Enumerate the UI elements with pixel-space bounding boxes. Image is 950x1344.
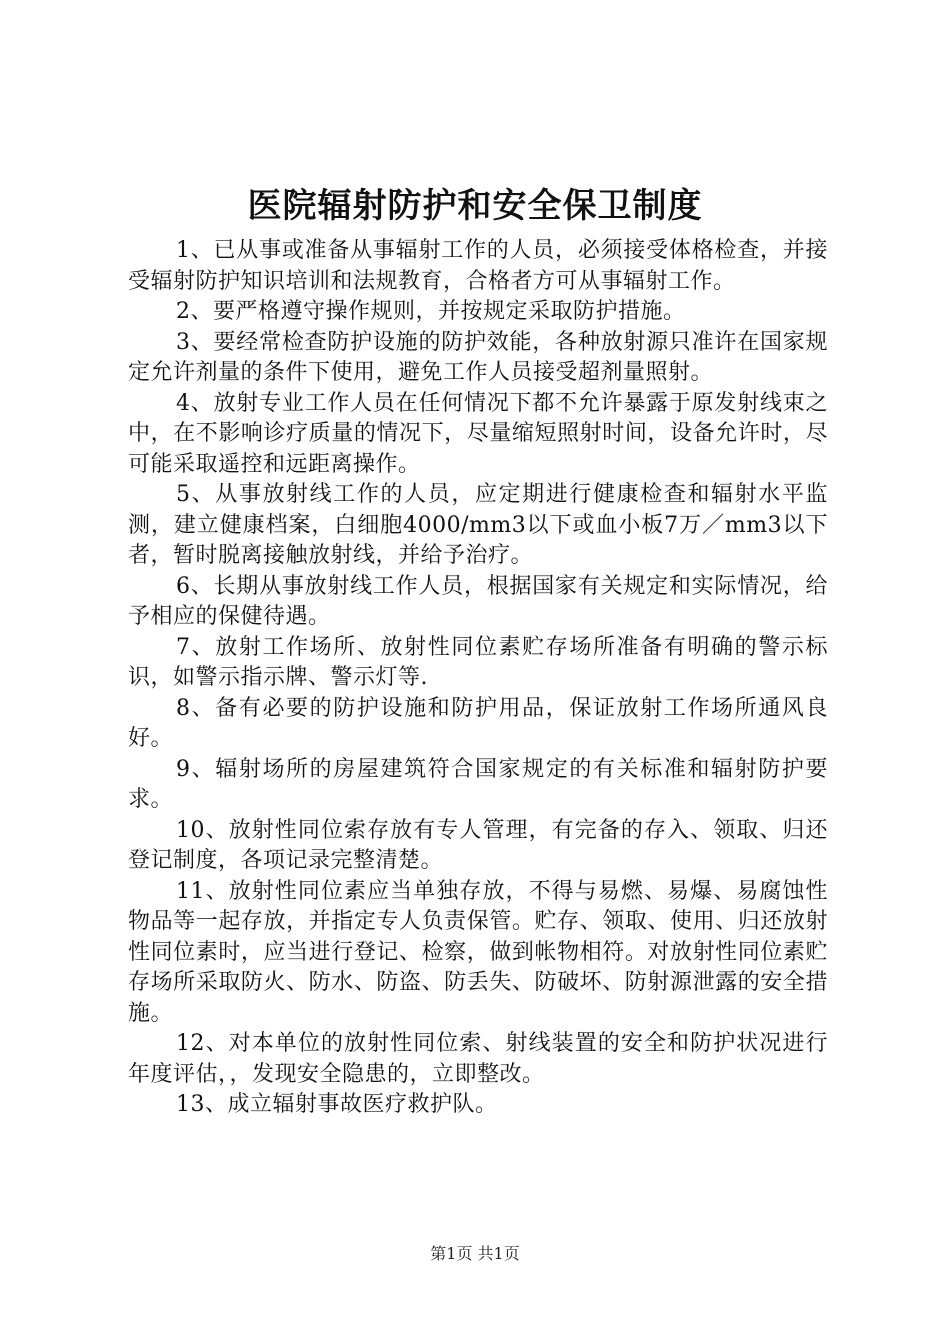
paragraph-9: 9、辐射场所的房屋建筑符合国家规定的有关标准和辐射防护要求。 bbox=[128, 756, 828, 812]
paragraph-8: 8、备有必要的防护设施和防护用品，保证放射工作场所通风良好。 bbox=[128, 695, 828, 751]
paragraph-11: 11、放射性同位素应当单独存放，不得与易燃、易爆、易腐蚀性物品等一起存放，并指定专人负责保管。贮存、领取、使用、归还放射性同位素时，应当进行登记、检察，做到帐物相符。对放射性同位素贮存场所采取防火、防水、防盗、防丢失、防破坏、防射源泄露的安全措施。 bbox=[128, 878, 828, 1026]
paragraph-2: 2、要严格遵守操作规则，并按规定采取防护措施。 bbox=[176, 299, 686, 324]
paragraph-13: 13、成立辐射事故医疗救护队。 bbox=[176, 1092, 498, 1117]
document-body bbox=[128, 236, 828, 1121]
document-title: 医院辐射防护和安全保卫制度 bbox=[247, 186, 703, 226]
paragraph-5: 5、从事放射线工作的人员，应定期进行健康检查和辐射水平监测，建立健康档案，白细胞4000/mm3以下或血小板7万／mm3以下者，暂时脱离接触放射线，并给予治疗。 bbox=[128, 482, 828, 568]
paragraph-7: 7、放射工作场所、放射性同位素贮存场所准备有明确的警示标识，如警示指示牌、警示灯等. bbox=[128, 634, 828, 690]
paragraph-4: 4、放射专业工作人员在任何情况下都不允许暴露于原发射线束之中，在不影响诊疗质量的情况下，尽量缩短照射时间，设备允许时，尽可能采取遥控和远距离操作。 bbox=[128, 390, 828, 477]
paragraph-6: 6、长期从事放射线工作人员，根据国家有关规定和实际情况，给予相应的保健待遇。 bbox=[128, 573, 828, 629]
paragraph-1: 1、已从事或准备从事辐射工作的人员，必须接受体格检查，并接受辐射防护知识培训和法规教育，合格者方可从事辐射工作。 bbox=[128, 238, 828, 294]
page-footer: 第1页 共1页 bbox=[430, 1244, 520, 1263]
paragraph-12: 12、对本单位的放射性同位索、射线装置的安全和防护状况进行年度评估，，发现安全隐患的，立即整改。 bbox=[128, 1031, 828, 1087]
paragraph-10: 10、放射性同位索存放有专人管理，有完备的存入、领取、归还登记制度，各项记录完整清楚。 bbox=[128, 817, 828, 873]
paragraph-3: 3、要经常检查防护设施的防护效能，各种放射源只准许在国家规定允许剂量的条件下使用，避免工作人员接受超剂量照射。 bbox=[128, 329, 828, 385]
